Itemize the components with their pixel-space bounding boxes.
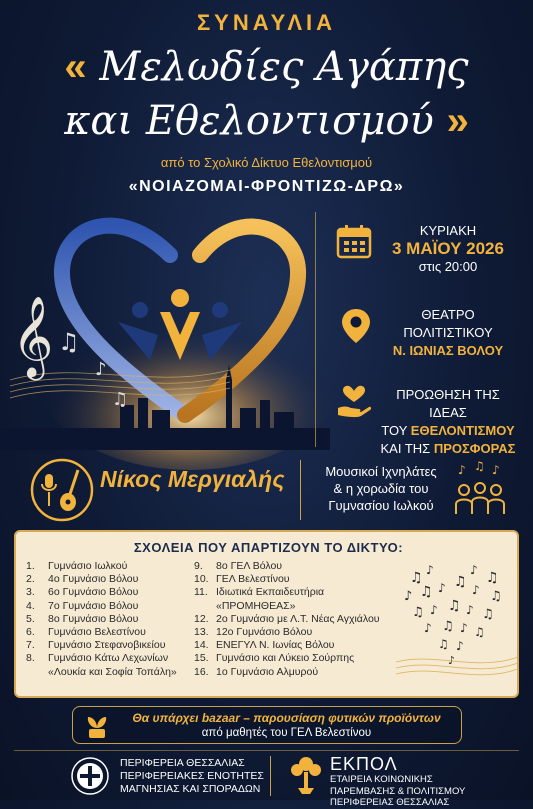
- school-item: 10. ΓΕΛ Βελεστίνου: [194, 573, 290, 586]
- plant-icon: [83, 712, 111, 740]
- svg-text:♫: ♫: [442, 619, 454, 634]
- music-note-icon: ♫: [112, 389, 129, 410]
- artist-divider: [300, 460, 301, 520]
- svg-text:♪: ♪: [424, 621, 432, 635]
- school-item: 5. 8ο Γυμνάσιο Βόλου: [26, 612, 139, 625]
- calendar-icon: [335, 222, 373, 260]
- network-line: από το Σχολικό Δίκτυο Εθελοντισμού: [160, 155, 373, 170]
- footer-divider: [270, 756, 271, 796]
- svg-text:♪: ♪: [430, 603, 438, 617]
- svg-text:♫: ♫: [474, 459, 485, 473]
- svg-text:♫: ♫: [490, 589, 502, 604]
- school-item: 2. 4ο Γυμνάσιο Βόλου: [26, 573, 139, 586]
- slogan: «ΝΟΙΑΖΟΜΑΙ-ΦΡΟΝΤΙΖΩ-ΔΡΩ»: [128, 178, 405, 195]
- cause-line-1: ΠΡΟΩΘΗΣΗ ΤΗΣ ΙΔΕΑΣ: [396, 387, 500, 420]
- svg-text:♪: ♪: [456, 639, 464, 653]
- treble-clef-icon: 𝄞: [12, 295, 54, 377]
- school-item: 14. ΕΝΕΓΥΛ Ν. Ιωνίας Βόλου: [194, 639, 335, 652]
- event-time: στις 20:00: [418, 259, 478, 274]
- svg-text:♪: ♪: [448, 654, 456, 667]
- footer-rule: [14, 750, 519, 751]
- school-item: 1. Γυμνάσιο Ιωλκού: [26, 560, 128, 572]
- svg-text:♪: ♪: [460, 621, 468, 635]
- location-pin-icon: [337, 307, 375, 345]
- svg-text:♫: ♫: [410, 570, 423, 586]
- title-text-1: Μελωδίες Αγάπης: [99, 44, 469, 90]
- region-text: ΠΕΡΙΦΕΡΕΙΑ ΘΕΣΣΑΛΙΑΣ ΠΕΡΙΦΕΡΕΙΑΚΕΣ ΕΝΟΤΗΤΕΣ ΜΑΓΝΗΣΙΑΣ ΚΑΙ ΣΠΟΡΑΔΩΝ: [120, 757, 264, 795]
- quote-close: »: [446, 99, 469, 143]
- school-item: 9. 8ο ΓΕΛ Βόλου: [194, 560, 283, 572]
- school-item: 11. Ιδιωτικά Εκπαιδευτήρια «ΠΡΟΜΗΘΕΑΣ»: [194, 586, 325, 612]
- svg-text:♫: ♫: [438, 637, 449, 651]
- svg-text:♫: ♫: [474, 625, 485, 639]
- schools-panel: [14, 530, 519, 698]
- venue-line-1: ΘΕΑΤΡΟ: [421, 307, 475, 322]
- school-item: 15. Γυμνάσιο και Λύκειο Σούρπης: [194, 652, 355, 665]
- date-block: [378, 222, 518, 276]
- venue-line-2: ΠΟΛΙΤΙΣΤΙΚΟΥ: [403, 325, 493, 340]
- ekpol-title: ΕΚΠΟΛ: [330, 754, 398, 774]
- svg-text:♪: ♪: [438, 581, 446, 595]
- cause-block: [378, 386, 518, 458]
- svg-text:♪: ♪: [404, 589, 413, 604]
- bazaar-line-1: Θα υπάρχει bazaar – παρουσίαση φυτικών προϊόντων: [132, 711, 441, 725]
- school-item: 8. Γυμνάσιο Κάτω Λεχωνίων: [26, 652, 169, 665]
- school-item: 13. 12ο Γυμνάσιο Βόλου: [194, 626, 313, 639]
- svg-text:♫: ♫: [420, 584, 433, 600]
- svg-text:♪: ♪: [470, 563, 478, 577]
- greek-emblem-icon: [70, 756, 110, 796]
- venue-block: [378, 306, 518, 360]
- venue-line-3: Ν. ΙΩΝΙΑΣ ΒΟΛΟΥ: [392, 343, 504, 358]
- school-item: 4. 7ο Γυμνάσιο Βόλου: [26, 599, 139, 612]
- svg-text:♫: ♫: [454, 574, 467, 590]
- bazaar-line-2: από μαθητές του ΓΕΛ Βελεστίνου: [201, 727, 372, 739]
- bazaar-banner: [72, 706, 462, 744]
- ekpol-text: ΕΤΑΙΡΕΙΑ ΚΟΙΝΩΝΙΚΗΣ ΠΑΡΕΜΒΑΣΗΣ & ΠΟΛΙΤΙΣΜΟΥ ΠΕΡΙΦΕΡΕΙΑΣ ΘΕΣΣΑΛΙΑΣ: [330, 774, 466, 808]
- cause-line-2: ΤΟΥ ΕΘΕΛΟΝΤΙΣΜΟΥ: [381, 423, 515, 438]
- schools-title: ΣΧΟΛΕΙΑ ΠΟΥ ΑΠΑΡΤΙΖΟΥΝ ΤΟ ΔΙΚΤΥΟ:: [133, 540, 404, 555]
- title-line-1: [0, 44, 533, 90]
- music-note-icon: ♫: [58, 328, 80, 356]
- choir-icon: [452, 460, 508, 520]
- heart-hand-icon: [335, 382, 373, 420]
- cause-line-3: ΚΑΙ ΤΗΣ ΠΡΟΣΦΟΡΑΣ: [380, 441, 516, 456]
- tree-logo-icon: [288, 754, 324, 798]
- school-item: 16. 1ο Γυμνάσιο Αλμυρού: [194, 665, 319, 678]
- school-item: 3. 6ο Γυμνάσιο Βόλου: [26, 586, 139, 599]
- artist-name: Νίκος Μεργιαλής: [100, 466, 285, 492]
- svg-text:♪: ♪: [458, 463, 466, 477]
- music-notes-heart: [396, 552, 518, 694]
- svg-text:♪: ♪: [472, 583, 480, 597]
- music-note-icon: ♪: [95, 359, 107, 380]
- event-day: ΚΥΡΙΑΚΗ: [419, 223, 477, 238]
- svg-text:♪: ♪: [492, 463, 500, 477]
- info-divider: [315, 212, 316, 447]
- svg-text:♪: ♪: [466, 603, 474, 617]
- artist-description: Μουσικοί Ιχνηλάτες & η χορωδία του Γυμνασίου Ιωλκού: [325, 464, 437, 513]
- school-item: 6. Γυμνάσιο Βελεστίνου: [26, 626, 146, 639]
- svg-text:♫: ♫: [486, 570, 499, 586]
- event-date: 3 ΜΑΪΟΥ 2026: [392, 239, 504, 258]
- singer-guitar-icon: [30, 458, 94, 522]
- school-item: «Λουκία και Σοφία Τοπάλη»: [48, 665, 177, 678]
- title-line-2: [0, 98, 533, 144]
- heart-illustration: [0, 200, 330, 450]
- svg-text:♪: ♪: [426, 563, 434, 577]
- schools-column-2: [194, 560, 394, 679]
- school-item: 12. 2ο Γυμνάσιο με Λ.Τ. Νέας Αγχιάλου: [194, 612, 380, 625]
- quote-open: «: [64, 45, 87, 89]
- svg-text:♫: ♫: [482, 607, 494, 622]
- concert-label: ΣΥΝΑΥΛΙΑ: [196, 10, 336, 35]
- schools-column-1: [26, 560, 196, 679]
- title-text-2: και Εθελοντισμού: [64, 98, 434, 144]
- svg-text:♫: ♫: [448, 598, 461, 614]
- svg-text:♫: ♫: [412, 605, 424, 620]
- school-item: 7. Γυμνάσιο Στεφανοβικείου: [26, 639, 166, 652]
